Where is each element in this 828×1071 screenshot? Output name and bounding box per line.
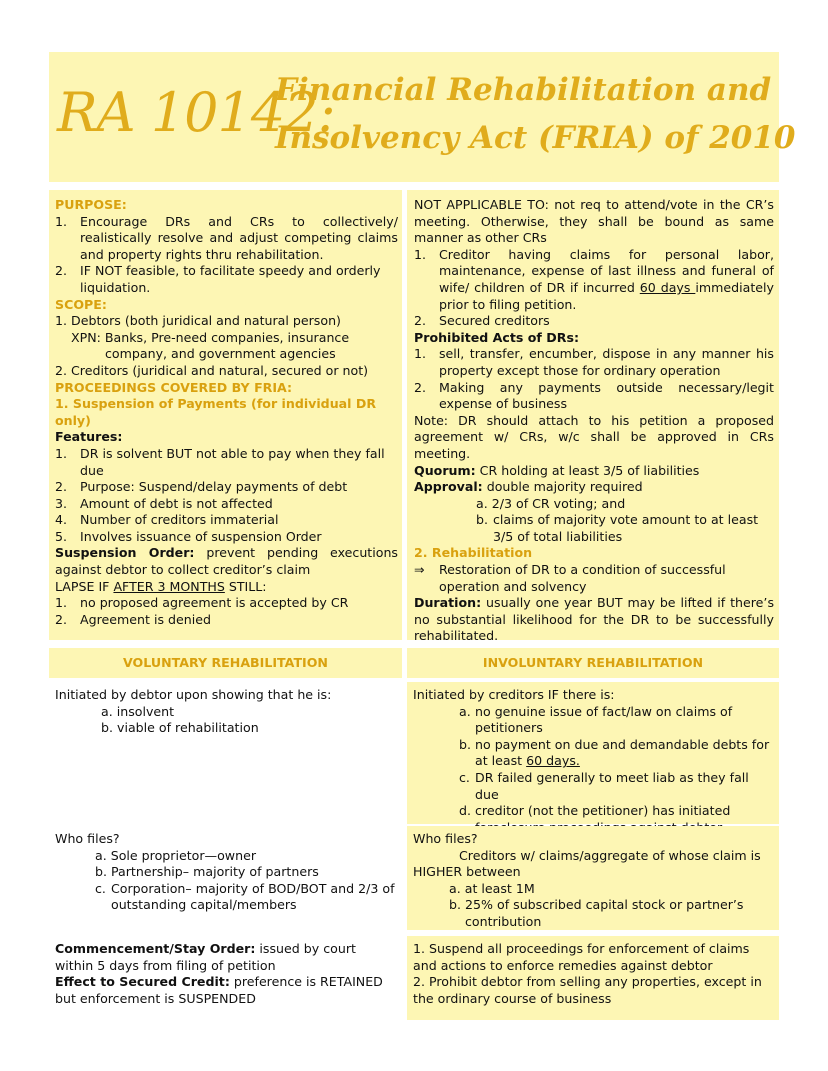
list-item: a. at least 1M: [449, 880, 535, 896]
right-column: [407, 190, 779, 644]
involuntary-init-text: Initiated by creditors IF there is:: [413, 687, 615, 702]
list-item: b. 25% of subscribed capital stock or partner’s contribution: [449, 897, 744, 929]
title-banner: [49, 52, 796, 182]
list-item: 2. IF NOT feasible, to facilitate speedy and orderly liquidation.: [55, 263, 381, 295]
scope-item: 1. Debtors (both juridical and natural person): [55, 313, 341, 329]
voluntary-init-text: Initiated by debtor upon showing that he is:: [55, 687, 332, 702]
approval-a: a. 2/3 of CR voting; and: [476, 495, 626, 511]
list-item: a. Sole proprietor—owner: [95, 847, 257, 863]
list-item: a. no genuine issue of fact/law on claims of petitioners: [459, 703, 733, 736]
title-line-1: Financial Rehabilitation and: [275, 72, 772, 108]
rehabilitation-list: [414, 562, 774, 595]
approval: Approval: double majority required: [414, 479, 643, 495]
list-item: 1. Suspend all proceedings for enforcement of claims and actions to enforce remedies against debtor: [413, 941, 750, 973]
list-item: b. no payment on due and demandable debts for at least 60 days.: [459, 736, 770, 769]
list-item: 4. Number of creditors immaterial: [55, 512, 279, 528]
scope-item: 2. Creditors (juridical and natural, secured or not): [55, 362, 369, 378]
duration: Duration: usually one year BUT may be lifted if there’s no substantial likelihood for the DR to be successfully rehabilitated.: [414, 595, 774, 644]
commencement-order: Commencement/Stay Order: issued by court within 5 days from filing of petition: [55, 941, 356, 973]
purpose-header: PURPOSE:: [55, 197, 127, 212]
suspension-header: 1. Suspension of Payments (for individual DR only): [55, 396, 377, 428]
who-files-label: Who files?: [413, 831, 478, 846]
list-item: b. viable of rehabilitation: [101, 720, 259, 736]
involuntary-header: INVOLUNTARY REHABILITATION: [407, 648, 779, 678]
features-header: Features:: [55, 429, 123, 445]
prohibited-header: Prohibited Acts of DRs:: [414, 329, 579, 345]
left-column: [49, 190, 402, 640]
voluntary-initiation: [49, 682, 402, 824]
title-ra-number: RA 10142:: [57, 81, 335, 144]
note: Note: DR should attach to his petition a proposed agreement w/ CRs, w/c shall be approved in CRs meeting.: [414, 412, 774, 461]
list-item: 1. sell, transfer, encumber, dispose in any manner his property except those for ordinary operation: [414, 346, 774, 378]
list-item: 2. Prohibit debtor from selling any properties, except in the ordinary course of business: [413, 974, 762, 1006]
list-item: d. creditor (not the petitioner) has initiated: [459, 803, 731, 819]
list-item: 1. Encourage DRs and CRs to collectively/ realistically resolve and adjust competing claims and property rights thru rehabilitation.: [55, 213, 398, 262]
suspension-order: Suspension Order: prevent pending executions against debtor to collect creditor’s claim: [55, 545, 398, 578]
who-files-label: Who files?: [55, 831, 120, 846]
list-item: a. insolvent: [101, 703, 175, 719]
list-item: 5. Involves issuance of suspension Order: [55, 528, 322, 544]
purpose-list: [55, 214, 398, 297]
approval-b: b. claims of majority vote amount to at least 3/5 of total liabilities: [476, 512, 759, 544]
quorum: Quorum: CR holding at least 3/5 of liabilities: [414, 462, 700, 478]
list-item: 2. Making any payments outside necessary/legit expense of business: [414, 379, 774, 412]
list-item: 3. Amount of debt is not affected: [55, 495, 273, 511]
list-item: 1. Creditor having claims for personal labor, maintenance, expense of last illness and funeral of wife/ children of DR if incurred 60 days immediately prior to filing petition.: [414, 246, 774, 312]
voluntary-commencement: [49, 936, 402, 1020]
title-line-2: Insolvency Act (FRIA) of 2010: [275, 120, 796, 156]
who-files-text: Creditors w/ claims/aggregate of whose claim is HIGHER between: [413, 847, 761, 880]
arrow-icon: ⇒: [414, 562, 425, 578]
involuntary-initiation: [407, 682, 779, 824]
list-item: 1. no proposed agreement is accepted by CR: [55, 595, 349, 611]
voluntary-header: VOLUNTARY REHABILITATION: [49, 648, 402, 678]
prohibited-list: [414, 346, 774, 412]
list-item: 2. Secured creditors: [414, 313, 550, 329]
scope-exception-cont: company, and government agencies: [105, 346, 336, 362]
scope-header: SCOPE:: [55, 296, 107, 312]
not-applicable-list: [414, 247, 774, 330]
list-item: ⇒ Restoration of DR to a condition of successful operation and solvency: [414, 562, 726, 594]
involuntary-effects: [407, 936, 779, 1020]
effect-secured-credit: Effect to Secured Credit: preference is RETAINED but enforcement is SUSPENDED: [55, 974, 383, 1006]
rehabilitation-header: 2. Rehabilitation: [414, 545, 533, 561]
not-applicable: NOT APPLICABLE TO: not req to attend/vote in the CR’s meeting. Otherwise, they shall be bound as same manner as other CRs: [414, 197, 774, 246]
list-item: b. Partnership– majority of partners: [95, 864, 319, 880]
list-item: 2. Purpose: Suspend/delay payments of debt: [55, 479, 348, 495]
list-item: 1. DR is solvent BUT not able to pay when they fall due: [55, 445, 385, 478]
scope-exception: XPN: Banks, Pre-need companies, insurance: [71, 329, 350, 345]
voluntary-who-files: [49, 826, 402, 930]
list-item: c. Corporation– majority of BOD/BOT and 2/3 of outstanding capital/members: [95, 880, 395, 913]
list-item: c. DR failed generally to meet liab as they fall due: [459, 769, 749, 802]
features-list: [55, 446, 398, 546]
list-item: 2. Agreement is denied: [55, 611, 211, 627]
proceedings-header: PROCEEDINGS COVERED BY FRIA:: [55, 379, 293, 395]
lapse-list: [55, 595, 398, 628]
lapse-header: LAPSE IF AFTER 3 MONTHS STILL:: [55, 578, 267, 594]
involuntary-who-files: [407, 826, 779, 930]
